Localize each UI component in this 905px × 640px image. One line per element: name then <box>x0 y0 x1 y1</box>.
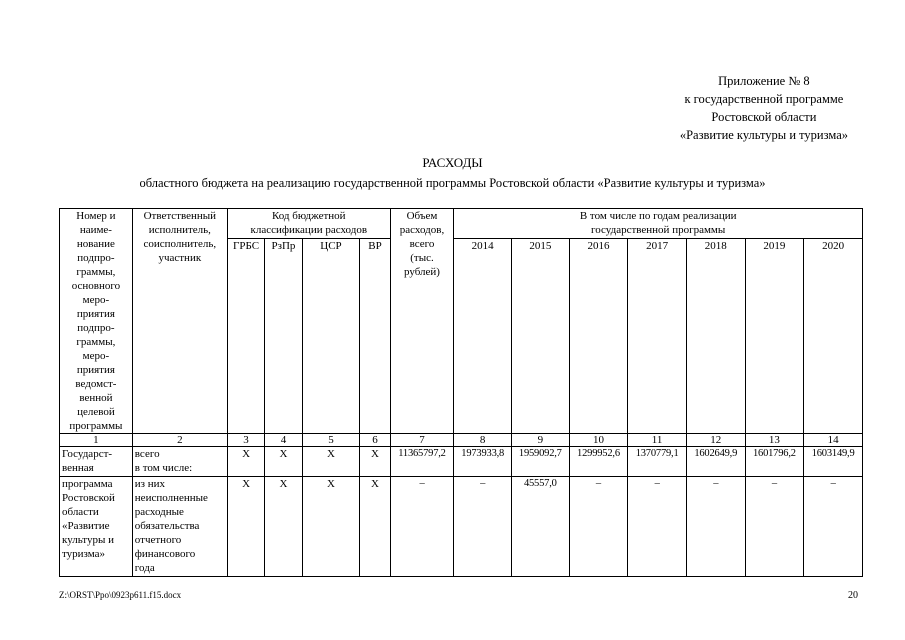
text-line: меро- <box>82 350 110 362</box>
col-number: 13 <box>745 434 804 447</box>
text-line: участник <box>158 252 202 264</box>
value-2018: 1602649,9 <box>686 447 745 477</box>
text-line: Номер и <box>76 210 116 222</box>
text-line: обязательства <box>134 520 200 532</box>
col-number: 14 <box>804 434 863 447</box>
header-grbs: ГРБС <box>227 239 264 434</box>
value-2019: 1601796,2 <box>745 447 804 477</box>
col-number: 4 <box>265 434 302 447</box>
text-line: расходов, <box>399 224 445 236</box>
text-line: «Развитие <box>62 520 110 532</box>
program-name-cell <box>60 477 133 577</box>
vr-cell: Х <box>360 447 390 477</box>
header-year-2016: 2016 <box>569 239 628 434</box>
header-volume <box>390 209 454 434</box>
value-2019: – <box>745 477 804 577</box>
text-line: классификации расходов <box>250 224 368 236</box>
header-budget-code <box>227 209 390 239</box>
header-year-2018: 2018 <box>686 239 745 434</box>
value-2015: 45557,0 <box>512 477 570 577</box>
header-year-2015: 2015 <box>512 239 570 434</box>
text-line: Код бюджетной <box>271 210 346 222</box>
col-number: 6 <box>360 434 390 447</box>
text-line: приятия <box>76 308 115 320</box>
value-2017: 1370779,1 <box>628 447 687 477</box>
executor-cell <box>132 447 227 477</box>
text-line: ведомст- <box>75 378 117 390</box>
csr-cell: Х <box>302 477 360 577</box>
col-number: 8 <box>454 434 512 447</box>
text-line: расходные <box>134 506 184 518</box>
header-program-number <box>60 209 133 434</box>
value-2018: – <box>686 477 745 577</box>
col-number: 1 <box>60 434 133 447</box>
header-years-group <box>454 209 863 239</box>
table-row <box>60 477 863 577</box>
text-line: В том числе по годам реализации <box>579 210 737 222</box>
page-number: 20 <box>848 590 858 601</box>
text-line: из них <box>134 478 166 490</box>
total-cell: – <box>390 477 454 577</box>
program-name-cell <box>60 447 133 477</box>
text-line: граммы, <box>76 336 116 348</box>
value-2014: 1973933,8 <box>454 447 512 477</box>
text-line: меро- <box>82 294 110 306</box>
header-year-2020: 2020 <box>804 239 863 434</box>
text-line: государственной программы <box>591 224 726 236</box>
text-line: основного <box>71 280 121 292</box>
text-line: граммы, <box>76 266 116 278</box>
text-line: рублей) <box>404 266 440 278</box>
text-line: области <box>62 506 99 518</box>
text-line: неисполненные <box>134 492 208 504</box>
col-number: 10 <box>569 434 628 447</box>
text-line: программа <box>62 478 113 490</box>
header-year-2014: 2014 <box>454 239 512 434</box>
text-line: венная <box>62 462 94 474</box>
text-line: культуры и <box>62 534 114 546</box>
text-line: в том числе: <box>134 462 193 474</box>
col-number: 5 <box>302 434 360 447</box>
rzpr-cell: Х <box>265 447 302 477</box>
appendix-line-3: Ростовской области <box>711 110 817 124</box>
csr-cell: Х <box>302 447 360 477</box>
appendix-line-2: к государственной программе <box>684 92 844 106</box>
header-year-2019: 2019 <box>745 239 804 434</box>
text-line: Ответственный <box>143 210 217 222</box>
value-2020: – <box>804 477 863 577</box>
appendix-line-1: Приложение № 8 <box>718 74 810 88</box>
text-line: туризма» <box>62 548 106 560</box>
text-line: (тыс. <box>410 252 434 264</box>
value-2020: 1603149,9 <box>804 447 863 477</box>
value-2014: – <box>454 477 512 577</box>
table-row <box>60 447 863 477</box>
col-number: 12 <box>686 434 745 447</box>
file-path: Z:\ORST\Ppo\0923p611.f15.docx <box>59 590 182 600</box>
text-line: Объем <box>406 210 438 222</box>
text-line: целевой <box>77 406 115 418</box>
text-line: венной <box>79 392 113 404</box>
text-line: приятия <box>76 364 115 376</box>
text-line: Государст- <box>62 448 113 460</box>
appendix-header <box>680 72 848 144</box>
text-line: года <box>134 562 155 574</box>
header-year-2017: 2017 <box>628 239 687 434</box>
text-line: финансового <box>134 548 196 560</box>
text-line: подпро- <box>77 322 115 334</box>
executor-cell <box>132 477 227 577</box>
value-2016: 1299952,6 <box>569 447 628 477</box>
document-title: РАСХОДЫ <box>422 155 483 170</box>
text-line: отчетного <box>134 534 182 546</box>
header-rzpr: РзПр <box>265 239 302 434</box>
text-line: исполнитель, <box>148 224 211 236</box>
text-line: всего <box>134 448 160 460</box>
text-line: наиме- <box>79 224 112 236</box>
text-line: соисполнитель, <box>143 238 217 250</box>
column-numbers-row <box>60 434 863 447</box>
value-2017: – <box>628 477 687 577</box>
header-executor <box>132 209 227 434</box>
col-number: 11 <box>628 434 687 447</box>
expenses-table <box>59 208 863 577</box>
document-subtitle: областного бюджета на реализацию государственной программы Ростовской области «Развитие культуры и туризма» <box>139 176 766 190</box>
col-number: 2 <box>132 434 227 447</box>
vr-cell: Х <box>360 477 390 577</box>
text-line: программы <box>69 420 123 432</box>
col-number: 3 <box>227 434 264 447</box>
text-line: всего <box>409 238 435 250</box>
total-cell: 11365797,2 <box>390 447 454 477</box>
text-line: подпро- <box>77 252 115 264</box>
value-2016: – <box>569 477 628 577</box>
header-csr: ЦСР <box>302 239 360 434</box>
appendix-line-4: «Развитие культуры и туризма» <box>679 128 848 142</box>
header-vr: ВР <box>360 239 390 434</box>
grbs-cell: Х <box>227 447 264 477</box>
col-number: 7 <box>390 434 454 447</box>
text-line: нование <box>76 238 115 250</box>
col-number: 9 <box>512 434 570 447</box>
grbs-cell: Х <box>227 477 264 577</box>
value-2015: 1959092,7 <box>512 447 570 477</box>
text-line: Ростовской <box>62 492 115 504</box>
rzpr-cell: Х <box>265 477 302 577</box>
